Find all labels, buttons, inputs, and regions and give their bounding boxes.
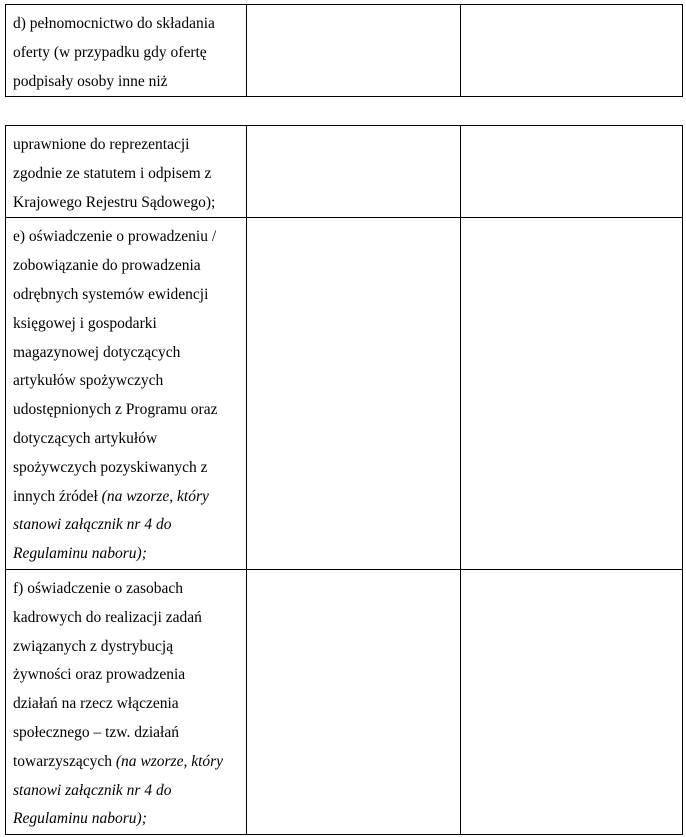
item-d-text [6,5,246,96]
empty-cell-column-2[interactable] [247,126,461,218]
item-description-cell [6,5,247,97]
item-e-text [6,218,246,569]
table-row [6,569,683,834]
empty-cell-column-3[interactable] [461,126,683,218]
empty-cell-column-3[interactable] [461,569,683,834]
empty-cell-column-2[interactable] [247,218,461,570]
item-f-italic-note: (na wzorze, który stanowi załącznik nr 4 do Regulaminu naboru); [13,752,224,828]
table-row [6,126,683,218]
table-row [6,218,683,570]
document-table-bottom [5,125,683,835]
table-row [6,5,683,97]
item-d-continued-text [6,126,246,217]
item-e-italic-note: (na wzorze, który stanowi załącznik nr 4 do Regulaminu naboru); [13,487,209,563]
empty-cell-column-3[interactable] [461,218,683,570]
item-d-continued-regular: uprawnione do reprezentacji zgodnie ze statutem i odpisem z Krajowego Rejestru Sądowego); [13,136,216,211]
item-description-cell [6,569,247,834]
empty-cell-column-2[interactable] [247,569,461,834]
empty-cell-column-2[interactable] [247,5,461,97]
document-table-top [5,4,683,97]
item-description-cell [6,218,247,570]
item-f-text [6,570,246,834]
item-description-cell [6,126,247,218]
item-f-regular: f) oświadczenie o zasobach kadrowych do realizacji zadań związanych z dystrybucją żywności oraz prowadzenia działań na rzecz włączenia społecznego – tzw. działań towarzyszących [13,579,202,770]
item-e-regular: e) oświadczenie o prowadzeniu / zobowiązanie do prowadzenia odrębnych systemów ewidencji księgowej i gospodarki magazynowej dotyczących artykułów spożywczych udostępnionych z Programu oraz dotyczących artykułów spożywczych pozyskiwanych z innych źródeł [13,228,218,505]
item-d-text-regular: d) pełnomocnictwo do składania oferty (w przypadku gdy ofertę podpisały osoby inne niż [13,15,215,90]
empty-cell-column-3[interactable] [461,5,683,97]
